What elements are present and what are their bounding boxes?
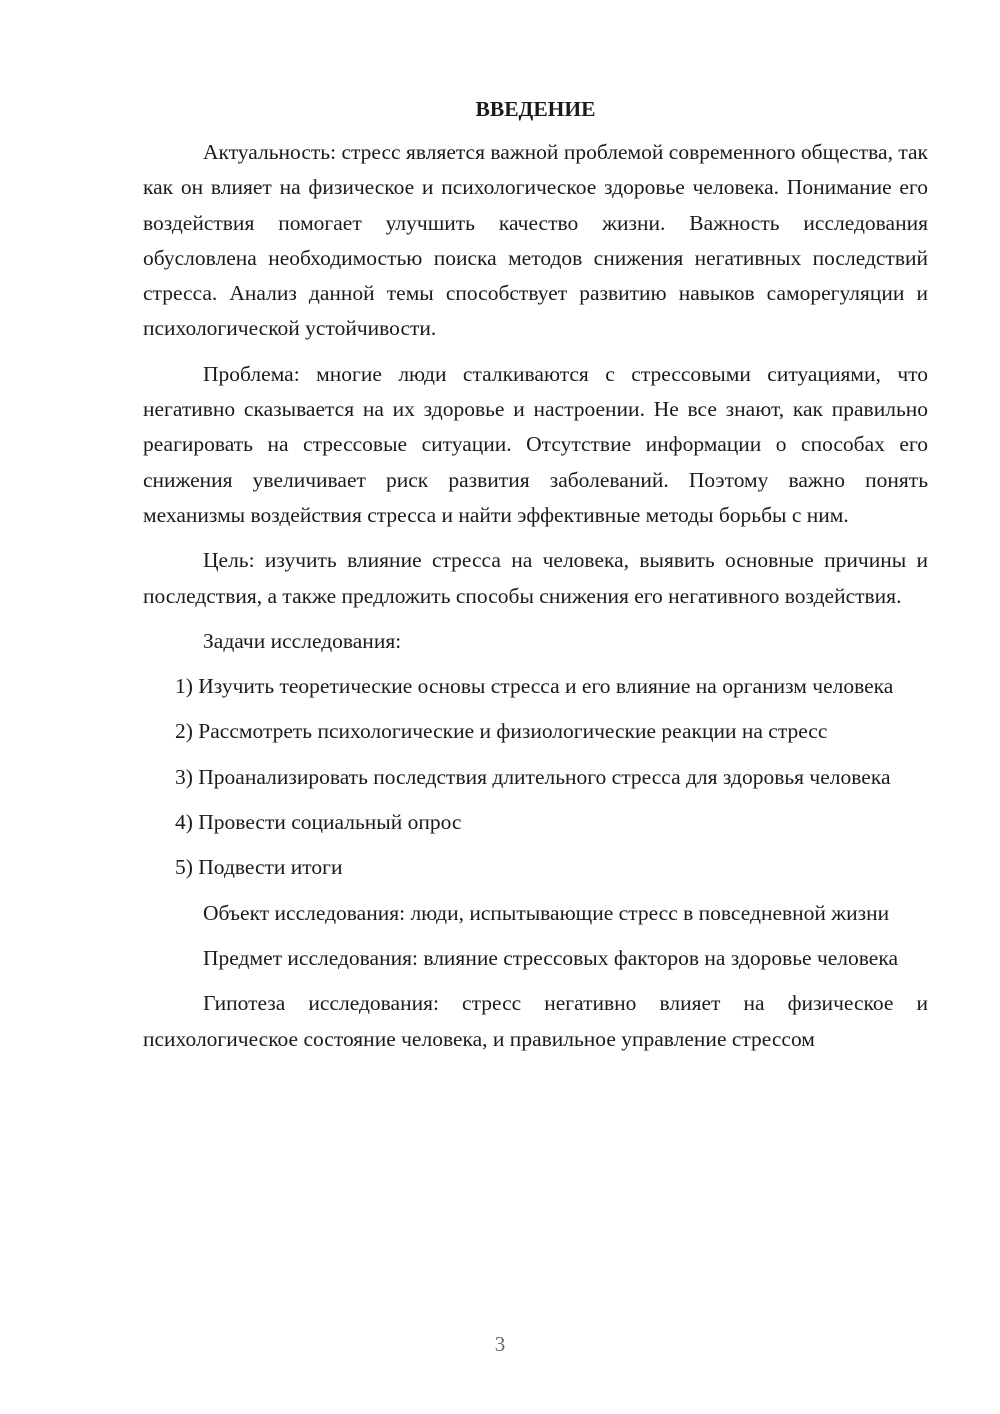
task-item: 2) Рассмотреть психологические и физиологические реакции на стресс [175, 719, 828, 744]
page-number: 3 [494, 1332, 506, 1356]
subject-paragraph: Предмет исследования: влияние стрессовых факторов на здоровье человека [203, 945, 899, 970]
task-item: 1) Изучить теоретические основы стресса и его влияние на организм человека [175, 674, 894, 699]
object-paragraph: Объект исследования: люди, испытывающие стресс в повседневной жизни [203, 900, 890, 925]
tasks-heading: Задачи исследования: [203, 628, 402, 653]
goal-paragraph: Цель: изучить влияние стресса на человека, выявить основные причины и последствия, а также предложить способы снижения его негативного воздействия. [143, 548, 928, 608]
task-item: 4) Провести социальный опрос [175, 810, 462, 835]
section-title: ВВЕДЕНИЕ [475, 97, 596, 121]
hypothesis-paragraph: Гипотеза исследования: стресс негативно влияет на физическое и психологическое состояние человека, и правильное управление стрессом [143, 991, 928, 1051]
relevance-paragraph: Актуальность: стресс является важной проблемой современного общества, так как он влияет на физическое и психологическое здоровье человека. Понимание его воздействия помогает улучшить качество жизни. Важность исследования обусловлена необходимостью поиска методов снижения негативных последствий стресса. Анализ данной темы способствует развитию навыков саморегуляции и психологической устойчивости. [143, 140, 928, 341]
tasks-list [143, 669, 928, 885]
task-item: 3) Проанализировать последствия длительного стресса для здоровья человека [175, 764, 891, 789]
problem-paragraph: Проблема: многие люди сталкиваются с стрессовыми ситуациями, что негативно сказывается на их здоровье и настроении. Не все знают, как правильно реагировать на стрессовые ситуации. Отсутствие информации о способах его снижения увеличивает риск развития заболеваний. Поэтому важно понять механизмы воздействия стресса и найти эффективные методы борьбы с ним. [143, 361, 928, 527]
document-page [143, 92, 928, 1067]
task-item: 5) Подвести итоги [175, 855, 343, 880]
